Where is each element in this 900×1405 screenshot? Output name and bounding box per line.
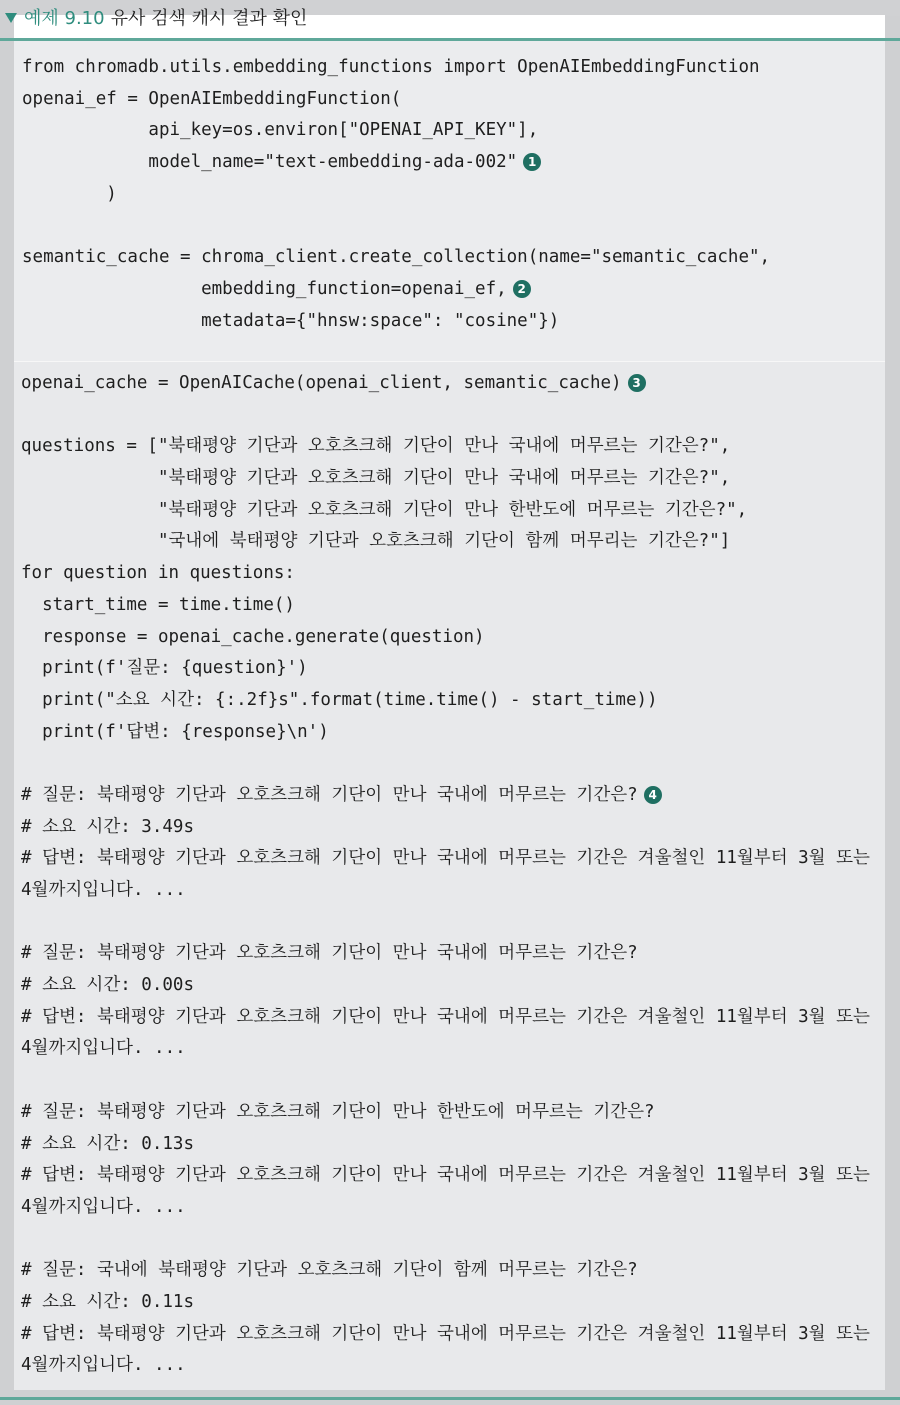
code-line [21,1097,870,1129]
code-text: start_time = time.time() [21,594,295,615]
code-text: questions = ["북태평양 기단과 오호츠크해 기단이 만나 국내에 머무르는 기간은?", [21,436,731,457]
code-line [21,526,870,558]
code-text: 4월까지입니다. ... [21,1355,186,1376]
code-text: # 소요 시간: 0.00s [21,975,194,996]
code-line [21,938,870,970]
code-line [21,812,870,844]
code-text: print("소요 시간: {:.2f}s".format(time.time() - start_time)) [21,689,658,710]
code-line [21,653,870,685]
code-line [21,558,870,590]
code-line [21,368,870,400]
code-line [21,590,870,622]
code-line [21,1287,870,1319]
code-text: for question in questions: [21,563,295,584]
code-text: 4월까지입니다. ... [21,1038,186,1059]
code-line [21,748,870,780]
code-text: # 질문: 북태평양 기단과 오호츠크해 기단이 만나 한반도에 머무르는 기간은? [21,1101,655,1122]
code-line [21,1319,870,1351]
code-line [21,495,870,527]
code-line [22,274,770,306]
code-line [22,147,770,179]
code-text: "국내에 북태평양 기단과 오호츠크해 기단이 함께 머무리는 기간은?"] [21,531,731,552]
code-line [21,463,870,495]
code-text: 4월까지입니다. ... [21,1196,186,1217]
code-text: print(f'질문: {question}') [21,658,308,679]
code-text: embedding_function=openai_ef, [22,278,507,299]
code-text: api_key=os.environ["OPENAI_API_KEY"], [22,120,539,141]
code-line [21,970,870,1002]
code-line [21,1192,870,1224]
callout-number-icon: 3 [628,374,646,392]
code-text: # 답변: 북태평양 기단과 오호츠크해 기단이 만나 국내에 머무르는 기간은 겨울철인 11월부터 3월 또는 [21,1165,870,1186]
code-text: print(f'답변: {response}\n') [21,721,329,742]
code-text: # 질문: 북태평양 기단과 오호츠크해 기단이 만나 국내에 머무르는 기간은? [21,943,638,964]
code-line [21,1065,870,1097]
code-line [21,685,870,717]
code-line [21,1129,870,1161]
callout-number-icon: 2 [513,280,531,298]
code-line [21,907,870,939]
code-line [22,84,770,116]
listing-number: 예제 9.10 [24,8,105,29]
code-line [21,1160,870,1192]
code-line [21,717,870,749]
code-text: # 질문: 북태평양 기단과 오호츠크해 기단이 만나 국내에 머무르는 기간은? [21,784,638,805]
code-line [22,179,770,211]
code-text: openai_cache = OpenAICache(openai_client, semantic_cache) [21,373,622,393]
code-line [21,1224,870,1256]
triangle-marker-icon [5,13,17,23]
right-margin [885,41,900,1391]
code-text: # 질문: 국내에 북태평양 기단과 오호츠크해 기단이 함께 머무르는 기간은? [21,1260,638,1281]
footer-rule [0,1397,900,1400]
code-text: model_name="text-embedding-ada-002" [22,152,518,173]
code-text: # 소요 시간: 0.13s [21,1133,194,1154]
code-text: # 소요 시간: 3.49s [21,816,194,837]
code-line [21,622,870,654]
code-line [21,875,870,907]
code-text: # 답변: 북태평양 기단과 오호츠크해 기단이 만나 국내에 머무르는 기간은 겨울철인 11월부터 3월 또는 [21,1323,870,1344]
code-text: semantic_cache = chroma_client.create_collection(name="semantic_cache", [22,247,771,268]
code-line [21,843,870,875]
code-text: # 답변: 북태평양 기단과 오호츠크해 기단이 만나 국내에 머무르는 기간은 겨울철인 11월부터 3월 또는 [21,848,870,869]
code-line [21,1033,870,1065]
code-line [22,242,770,274]
code-text: metadata={"hnsw:space": "cosine"}) [22,310,560,331]
code-line [22,52,770,84]
code-line [22,115,770,147]
code-line [22,306,770,338]
code-text: # 답변: 북태평양 기단과 오호츠크해 기단이 만나 국내에 머무르는 기간은 겨울철인 11월부터 3월 또는 [21,1006,870,1027]
code-text: ) [22,183,117,204]
code-text: response = openai_cache.generate(question) [21,626,485,647]
listing-caption: 유사 검색 캐시 결과 확인 [110,8,308,29]
code-line [21,1350,870,1382]
code-line [21,780,870,812]
code-text: 4월까지입니다. ... [21,880,186,900]
code-listing-2 [21,368,870,1382]
code-line [21,1255,870,1287]
code-line [22,210,770,242]
code-text: "북태평양 기단과 오호츠크해 기단이 만나 한반도에 머무르는 기간은?", [21,499,748,520]
code-line [21,431,870,463]
code-line [21,400,870,432]
code-text: openai_ef = OpenAIEmbeddingFunction( [22,88,402,109]
callout-number-icon: 4 [644,786,662,804]
code-line [21,1002,870,1034]
code-text: # 소요 시간: 0.11s [21,1291,194,1312]
listing-header [0,0,900,40]
code-listing-1 [22,52,770,337]
code-text: "북태평양 기단과 오호츠크해 기단이 만나 국내에 머무르는 기간은?", [21,468,731,489]
callout-number-icon: 1 [523,153,541,171]
code-text: from chromadb.utils.embedding_functions import OpenAIEmbeddingFunction [22,57,760,77]
listing-title [24,6,307,32]
